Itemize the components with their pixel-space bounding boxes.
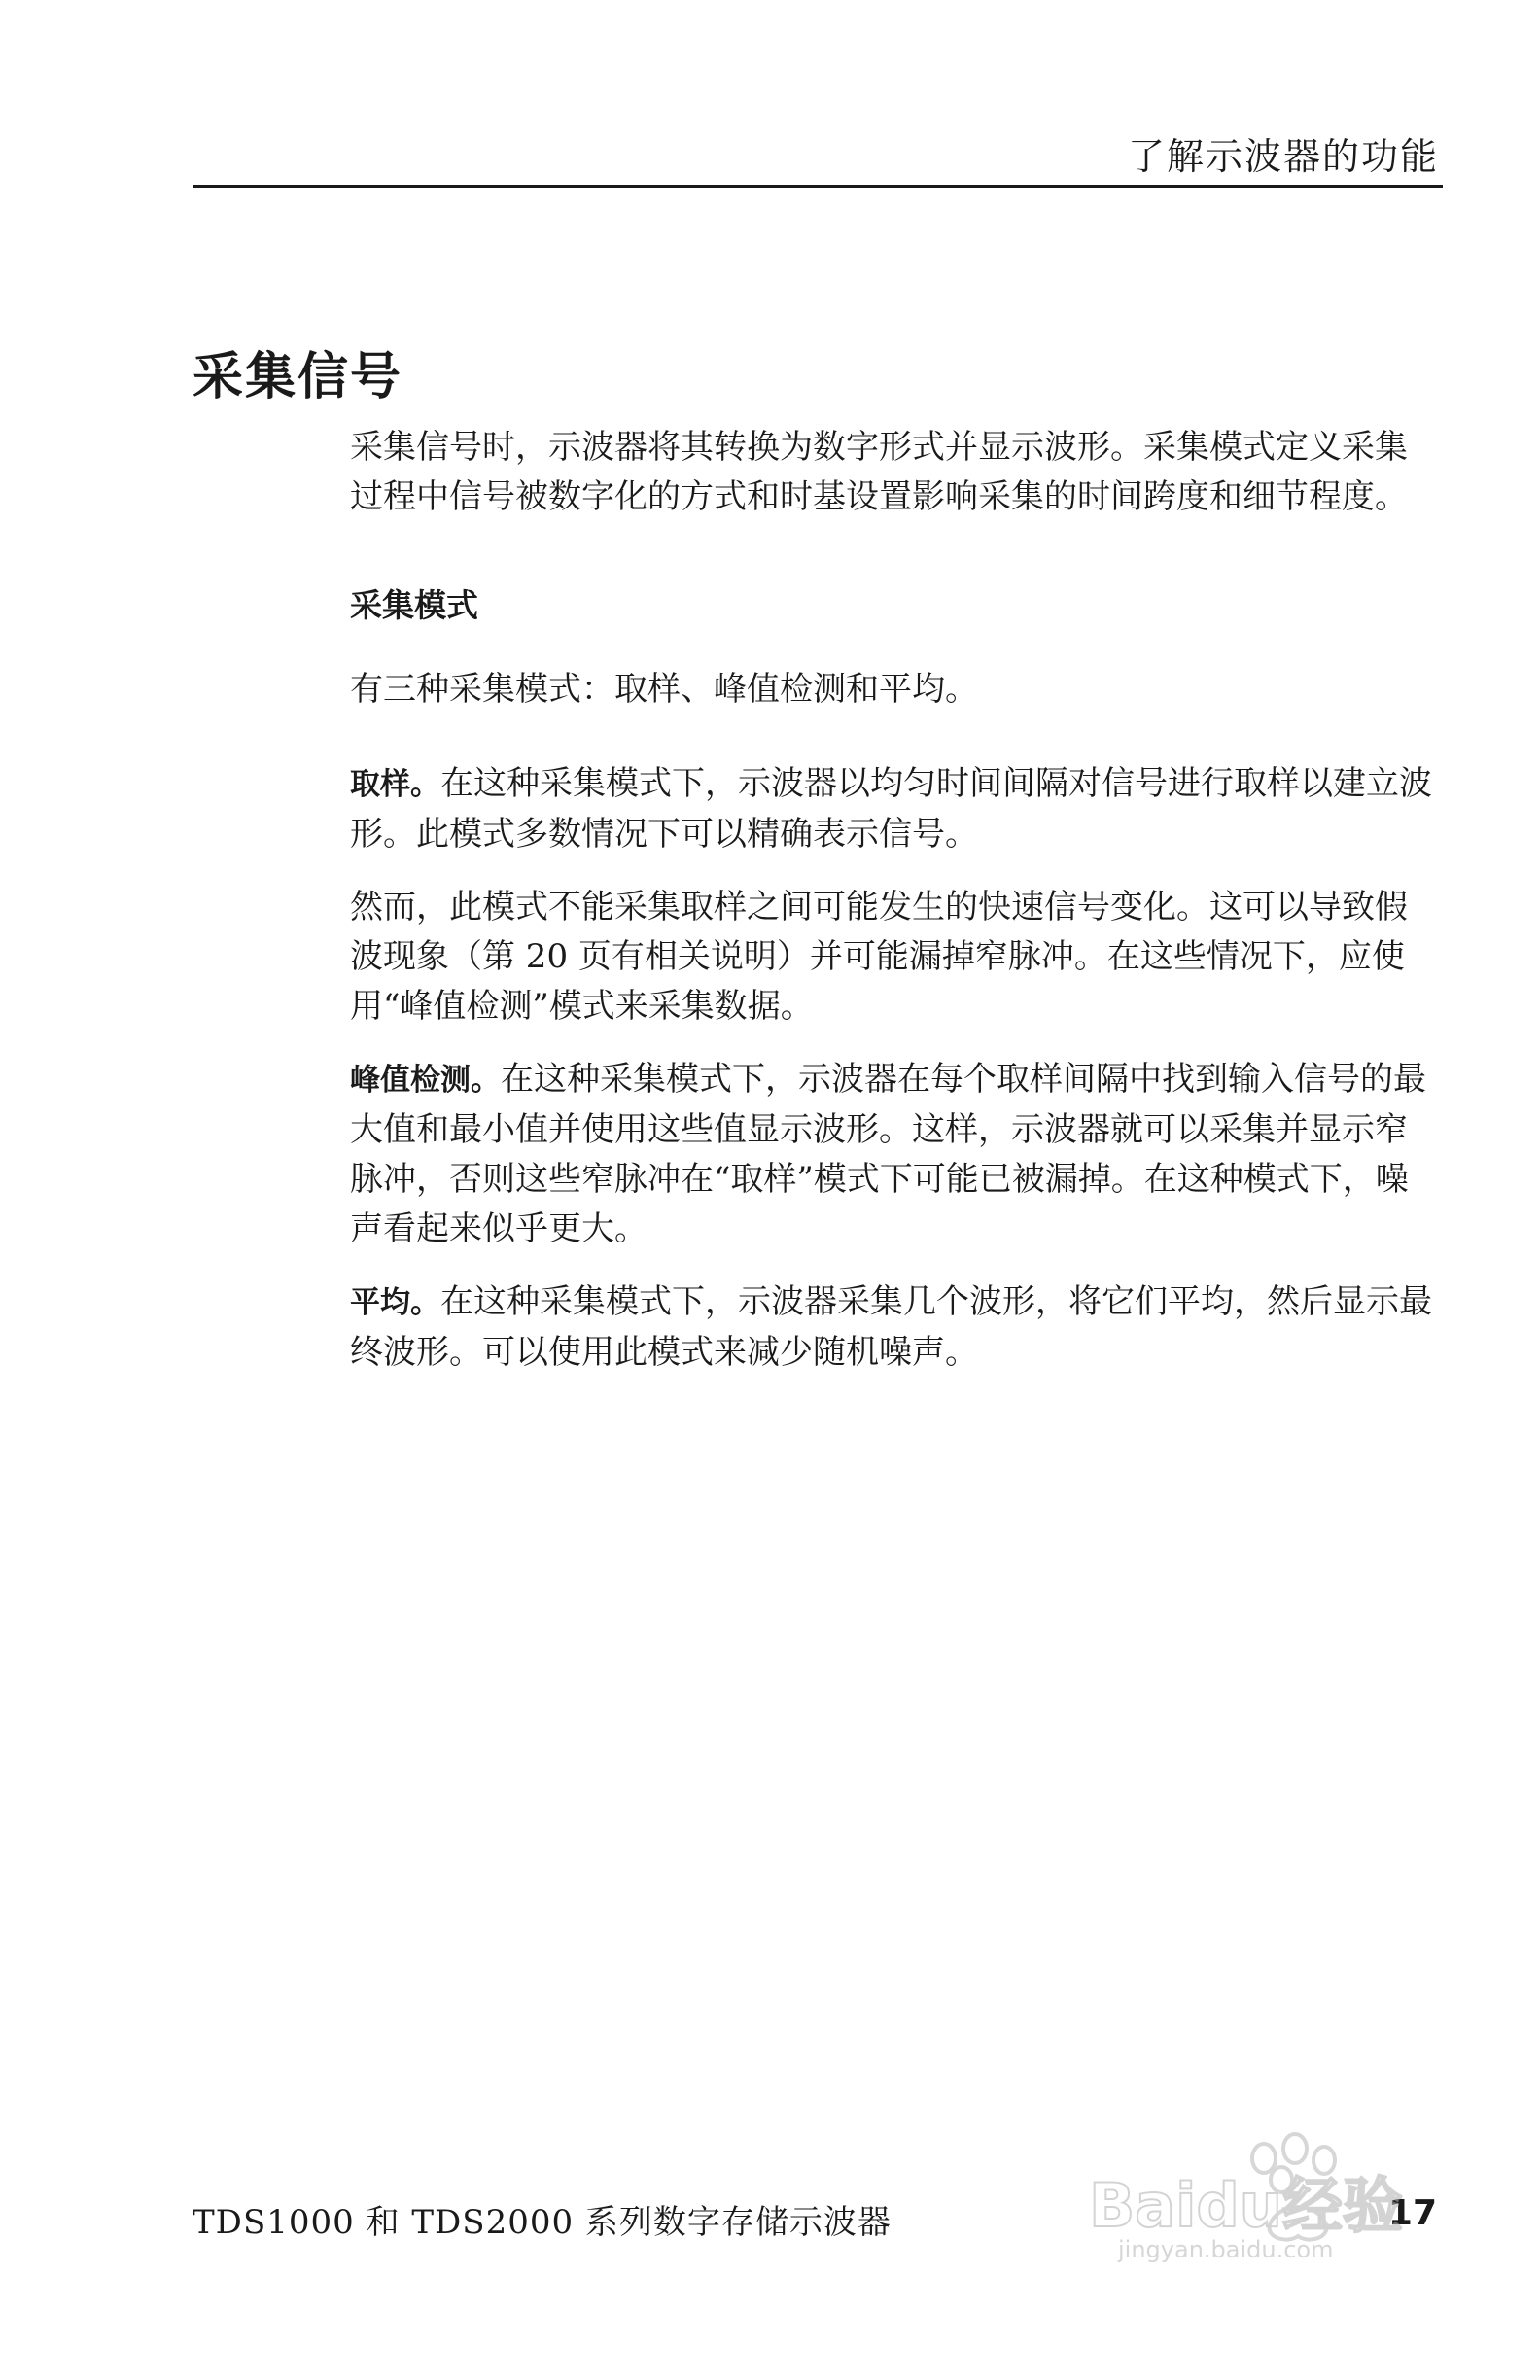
average-mode-paragraph — [350, 1278, 1439, 1378]
header-rule — [192, 185, 1443, 188]
intro-paragraph: 采集信号时，示波器将其转换为数字形式并显示波形。采集模式定义采集过程中信号被数字化的方式和时基设置影响采集的时间跨度和细节程度。 — [350, 428, 1408, 516]
watermark-brand: Baidu经验 — [1089, 2170, 1403, 2241]
subsection-title: 采集模式 — [350, 586, 478, 624]
sample-mode-text: 在这种采集模式下，示波器以均匀时间间隔对信号进行取样以建立波形。此模式多数情况下可以精确表示信号。 — [350, 764, 1432, 854]
average-mode-term: 平均。 — [350, 1285, 440, 1320]
section-title: 采集信号 — [192, 348, 403, 406]
sample-mode-paragraph — [350, 759, 1439, 859]
body-text — [350, 423, 1439, 1401]
average-mode-text: 在这种采集模式下，示波器采集几个波形，将它们平均，然后显示最终波形。可以使用此模式来减少随机噪声。 — [350, 1282, 1432, 1372]
peak-mode-paragraph — [350, 1055, 1439, 1254]
sample-mode-note-paragraph: 然而，此模式不能采集取样之间可能发生的快速信号变化。这可以导致假波现象（第 20 页有相关说明）并可能漏掉窄脉冲。在这些情况下，应使用“峰值检测”模式来采集数据。 — [350, 888, 1408, 1026]
peak-mode-text: 在这种采集模式下，示波器在每个取样间隔中找到输入信号的最大值和最小值并使用这些值显示波形。这样，示波器就可以采集并显示窄脉冲，否则这些窄脉冲在“取样”模式下可能已被漏掉。在这种模式下，噪声看起来似乎更大。 — [350, 1060, 1426, 1248]
running-header-title: 了解示波器的功能 — [1127, 135, 1439, 178]
page-number: 17 — [1387, 2193, 1437, 2233]
modes-intro-paragraph: 有三种采集模式：取样、峰值检测和平均。 — [350, 670, 978, 709]
watermark-url: jingyan.baidu.com — [1118, 2236, 1334, 2263]
baidu-watermark — [1079, 2119, 1449, 2265]
sample-mode-term: 取样。 — [350, 767, 440, 802]
footer-product-title: TDS1000 和 TDS2000 系列数字存储示波器 — [192, 2203, 892, 2242]
peak-mode-term: 峰值检测。 — [350, 1063, 501, 1098]
